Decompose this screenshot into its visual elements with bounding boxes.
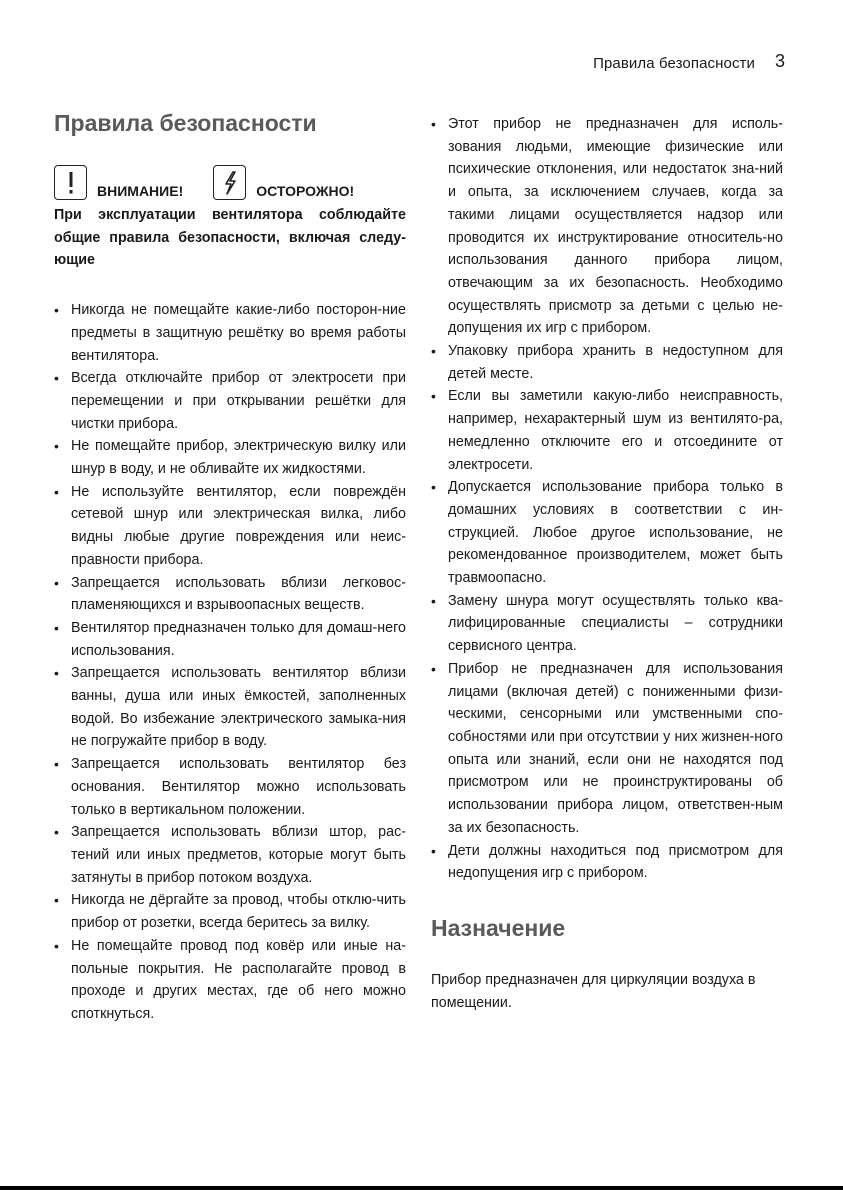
safety-item-text: Вентилятор предназначен только для домаш-него использования. — [71, 619, 406, 659]
lightning-icon — [213, 165, 246, 200]
safety-list-item — [431, 840, 783, 885]
right-column — [431, 108, 783, 1014]
bullet-icon: • — [431, 842, 436, 859]
safety-item-text: Если вы заметили какую-либо неисправность, например, нехарактерный шум из вентилято-ра, немедленно отключите его и отсоедините от электросети. — [448, 388, 783, 473]
safety-list-item — [54, 617, 406, 662]
page-header — [0, 50, 843, 80]
safety-item-text: Не помещайте прибор, электрическую вилку или шнур в воду, и не обливайте их жидкостями. — [71, 438, 406, 478]
safety-list-item — [431, 340, 783, 385]
bullet-icon: • — [54, 438, 59, 455]
safety-list-item — [54, 821, 406, 889]
warning-row — [54, 162, 406, 200]
safety-list-item — [54, 662, 406, 753]
bullet-icon: • — [54, 483, 59, 500]
safety-list-item — [54, 889, 406, 934]
safety-item-text: Замену шнура могут осуществлять только ква-лифицированные специалисты – сотрудники сервисного центра. — [448, 592, 783, 655]
safety-list-item — [54, 435, 406, 480]
purpose-text: Прибор предназначен для циркуляции воздуха в помещении. — [431, 971, 756, 1011]
safety-list-item — [54, 299, 406, 367]
safety-list-item — [431, 385, 783, 476]
safety-intro: При эксплуатации вентилятора соблюдайте общие правила безопасности, включая следу-ющие — [54, 207, 406, 269]
bullet-icon: • — [431, 388, 436, 405]
attention-label: ВНИМАНИЕ! — [97, 183, 184, 199]
safety-item-text: Упаковку прибора хранить в недоступном для детей месте. — [448, 343, 783, 382]
bullet-icon: • — [431, 479, 436, 496]
safety-list-item — [431, 476, 783, 590]
safety-list-item — [431, 590, 783, 658]
bullet-icon: • — [431, 660, 436, 677]
safety-item-text: Запрещается использовать вентилятор вблизи ванны, душа или иных ёмкостей, заполненных водой. Во избежание электрического замыка-ния не погружайте прибор в воду. — [71, 665, 406, 750]
safety-list-item — [54, 367, 406, 435]
safety-item-text: Прибор не предназначен для использования лицами (включая детей) с пониженными физи-ческими, сенсорными или умственными спо-собностями или при отсутствии у них жизнен-ного опыта или знаний, если они не находятся под присмотром или не проинструктированы об использовании прибора лицом, ответствен-ным за их безопасность. — [448, 660, 783, 836]
safety-item-text: Не используйте вентилятор, если повреждён сетевой шнур или электрическая вилка, либо видны любые другие повреждения или неис-правности прибора. — [71, 483, 406, 568]
bullet-icon: • — [54, 892, 59, 909]
safety-list-item — [431, 113, 783, 340]
running-header-title: Правила безопасности — [593, 55, 755, 72]
page-number: 3 — [774, 51, 785, 71]
safety-item-text: Запрещается использовать вблизи легковос-пламеняющихся и взрывоопасных веществ. — [71, 574, 406, 614]
safety-item-text: Этот прибор не предназначен для исполь-зования людьми, имеющие физические или психические отклонения, или недостаток зна-ний и опыта, за исключением случаев, когда за такими лицами осуществляется надзор или проводится их инструктирование относитель-но использования данного прибора лицом, отвечающим за их безопасность. Необходимо осуществлять присмотр за детьми с целью не-допущения их игр с прибором. — [448, 116, 783, 337]
exclamation-icon — [54, 165, 87, 200]
safety-heading: Правила безопасности — [54, 110, 317, 136]
bullet-icon: • — [54, 574, 59, 591]
safety-item-text: Дети должны находиться под присмотром для недопущения игр с прибором. — [448, 842, 783, 882]
bullet-icon: • — [54, 370, 59, 387]
bullet-icon: • — [54, 302, 59, 319]
left-column — [54, 108, 406, 1026]
safety-item-text: Запрещается использовать вентилятор без основания. Вентилятор можно использовать только в вертикальном положении. — [71, 756, 406, 818]
safety-item-text: Запрещается использовать вблизи штор, рас-тений или иных предметов, которые могут быть затянуты в прибор потоком воздуха. — [71, 824, 406, 886]
safety-item-text: Не помещайте провод под ковёр или иные на-польные покрытия. Не располагайте провод в проходе и других местах, где об него можно споткнуться. — [71, 937, 406, 1022]
safety-list-item — [54, 572, 406, 617]
right-safety-list — [431, 113, 783, 885]
bullet-icon: • — [431, 343, 436, 360]
bullet-icon: • — [54, 665, 59, 682]
safety-list-item — [54, 753, 406, 821]
bullet-icon: • — [54, 756, 59, 773]
safety-item-text: Никогда не дёргайте за провод, чтобы отклю-чить прибор от розетки, всегда беритесь за вилку. — [71, 892, 406, 932]
bullet-icon: • — [54, 937, 59, 954]
safety-list-item — [54, 481, 406, 572]
bullet-icon: • — [54, 824, 59, 841]
safety-item-text: Никогда не помещайте какие-либо посторон-ние предметы в защитную решётку во время работы вентилятора. — [71, 302, 406, 364]
caution-label: ОСТОРОЖНО! — [256, 183, 355, 199]
safety-list-item — [431, 658, 783, 840]
bottom-rule — [0, 1186, 843, 1190]
bullet-icon: • — [54, 619, 59, 636]
left-safety-list — [54, 299, 406, 1026]
bullet-icon: • — [431, 592, 436, 609]
safety-list-item — [54, 935, 406, 1026]
safety-item-text: Всегда отключайте прибор от электросети при перемещении и при открывании решётки для чистки прибора. — [71, 370, 406, 432]
safety-item-text: Допускается использование прибора только в домашних условиях в соответствии с ин-струкцией. Любое другое использование, не рекомендованное производителем, может быть травмоопасно. — [448, 479, 783, 587]
bullet-icon: • — [431, 116, 436, 132]
purpose-heading: Назначение — [431, 914, 566, 941]
